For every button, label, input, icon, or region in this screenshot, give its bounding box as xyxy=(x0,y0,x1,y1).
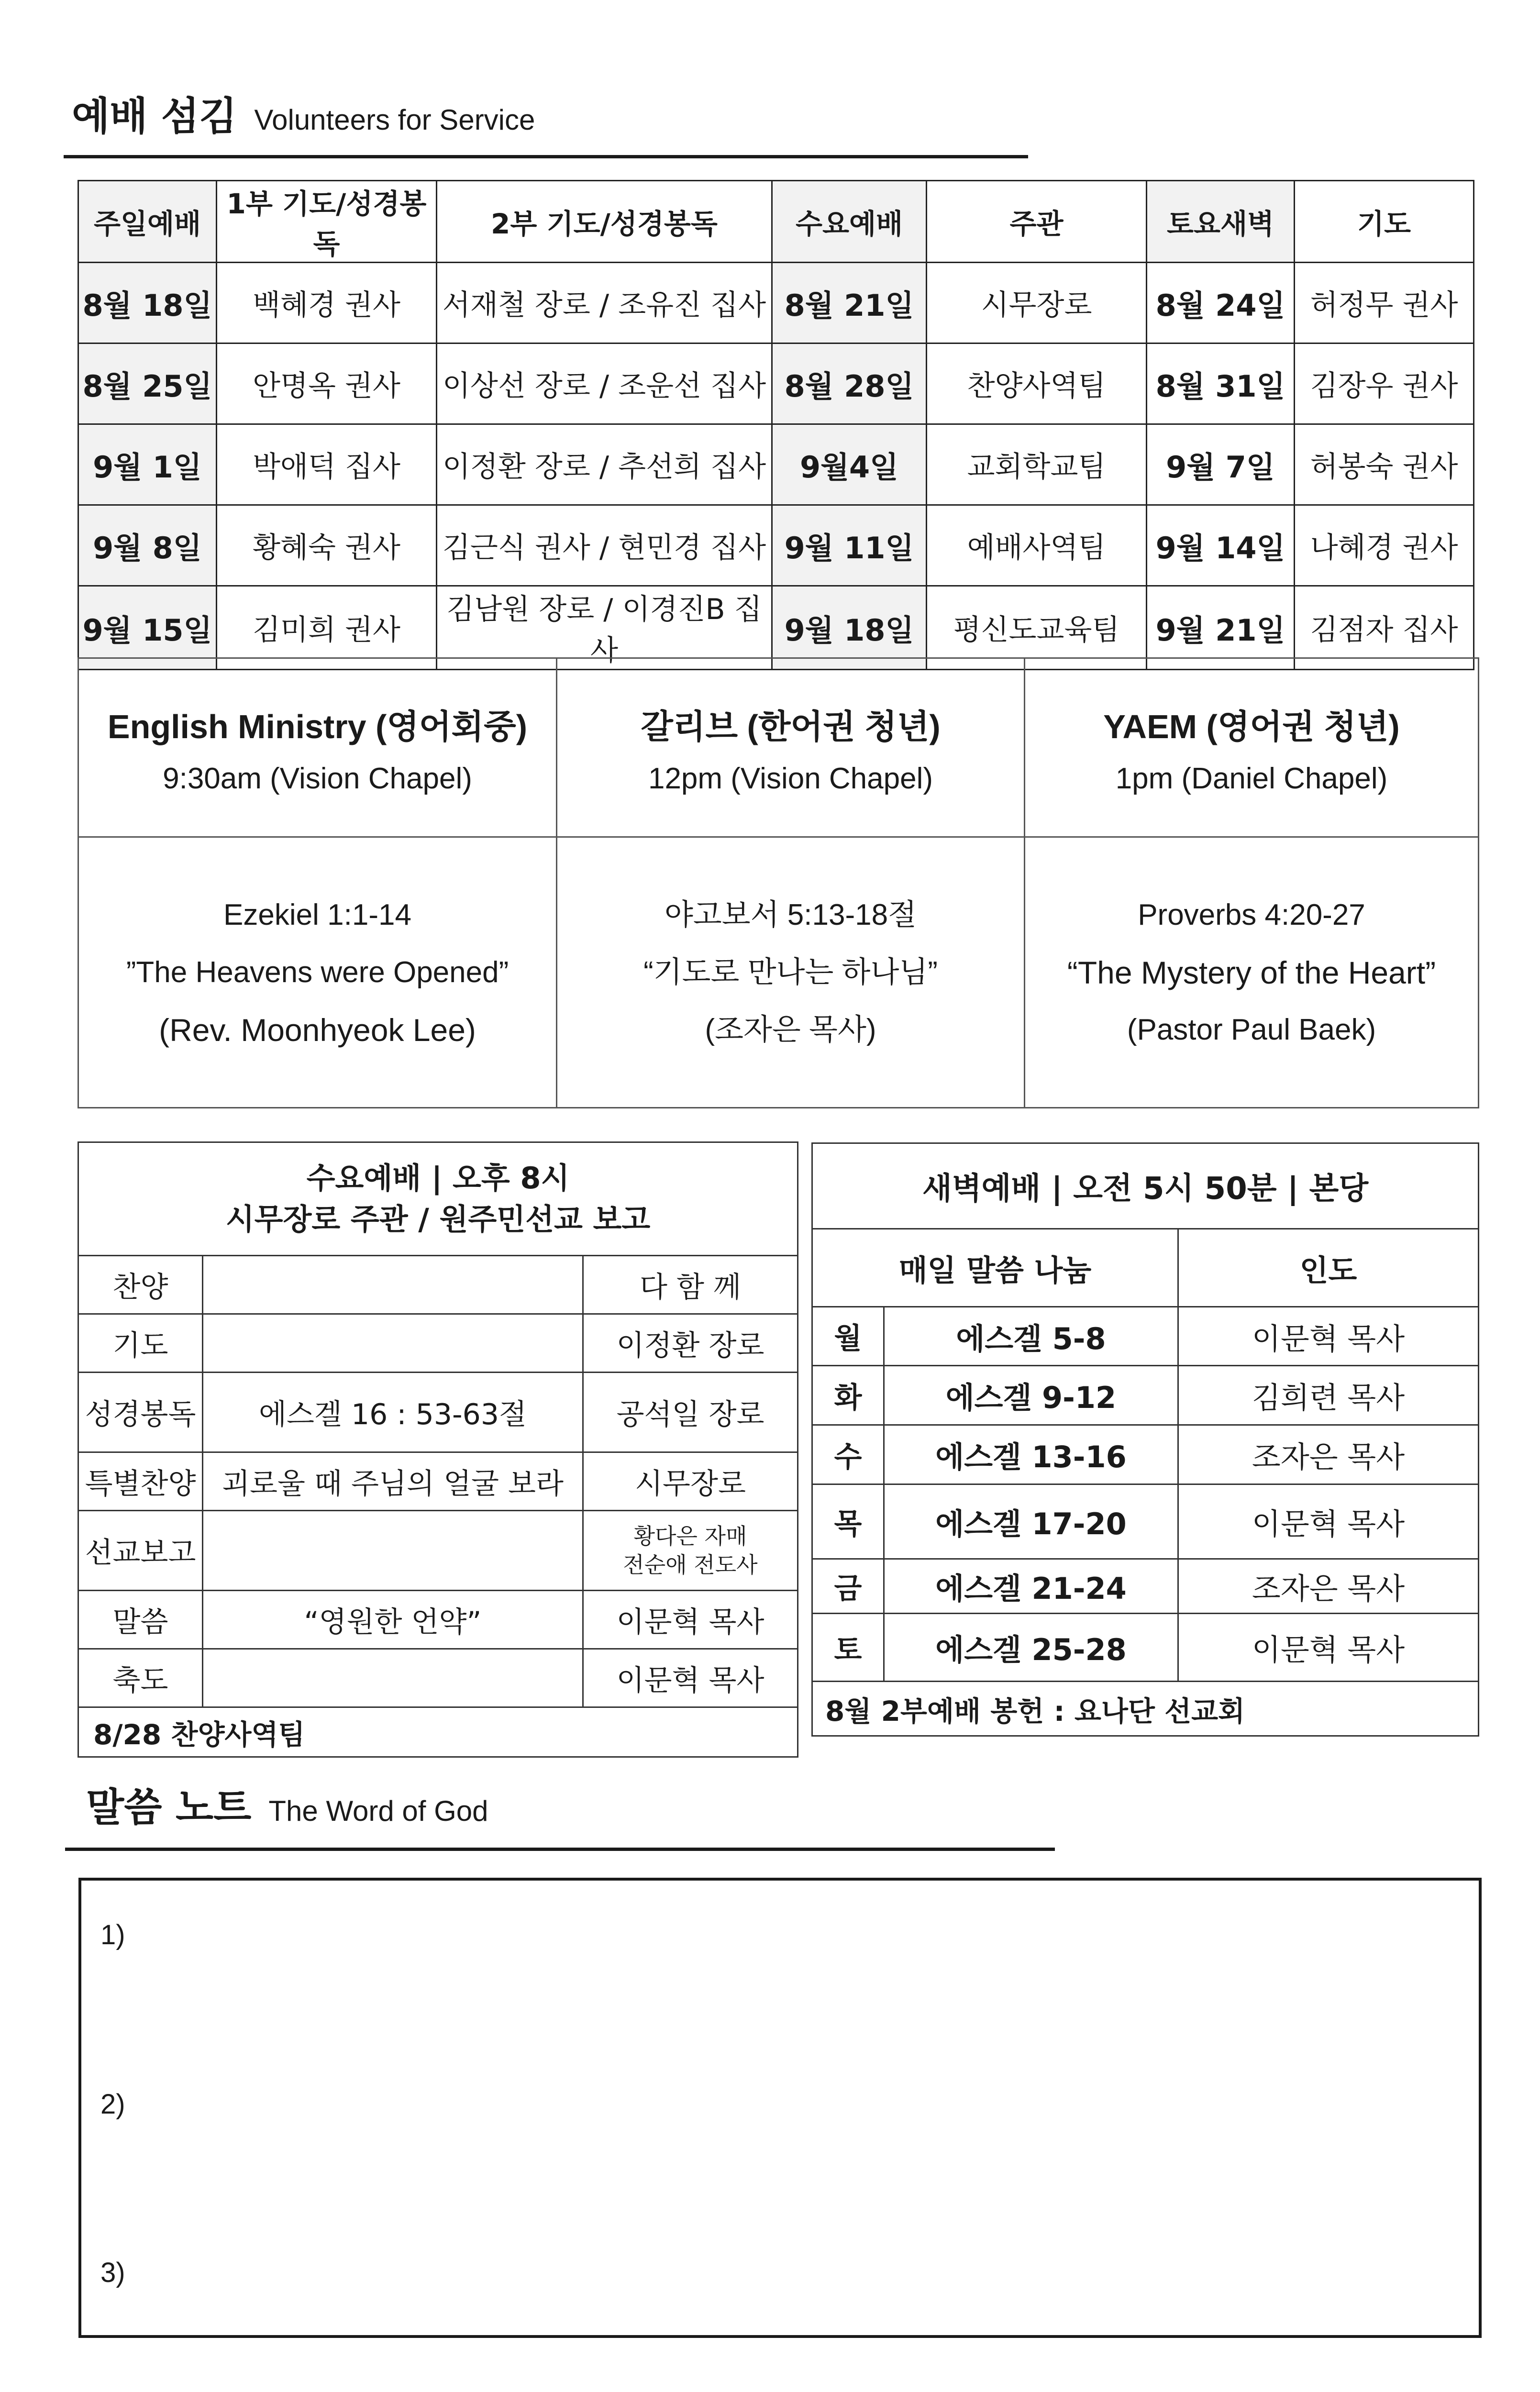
table-row xyxy=(78,1649,798,1707)
order-item: 기도 xyxy=(78,1314,203,1373)
ministry-sermon-row xyxy=(78,837,1479,1108)
order-item: 특별찬양 xyxy=(78,1452,203,1511)
sunday-date: 8월 18일 xyxy=(78,263,217,343)
ministry-header-row xyxy=(78,658,1479,837)
dawn-footer: 8월 2부예배 봉헌 : 요나단 선교회 xyxy=(812,1682,1479,1736)
saturday-date: 9월 14일 xyxy=(1147,505,1295,586)
dawn-reading: 에스겔 25-28 xyxy=(884,1614,1178,1682)
dawn-service-table xyxy=(811,1142,1479,1737)
dawn-day: 월 xyxy=(812,1307,884,1366)
note-item: 2) xyxy=(100,2089,125,2120)
order-item: 말씀 xyxy=(78,1591,203,1649)
order-item: 찬양 xyxy=(78,1256,203,1314)
table-row xyxy=(812,1307,1479,1366)
dawn-leader: 조자은 목사 xyxy=(1178,1425,1479,1484)
notes-title-underline xyxy=(65,1848,1055,1851)
order-leader: 이문혁 목사 xyxy=(583,1649,798,1707)
order-item: 성경봉독 xyxy=(78,1373,203,1452)
dawn-day: 금 xyxy=(812,1559,884,1614)
sermon-title: “기도로 만나는 하나님” xyxy=(643,955,938,989)
volunteers-table xyxy=(78,180,1474,670)
ministry-time: 1pm (Daniel Chapel) xyxy=(1115,762,1388,795)
order-leader xyxy=(583,1511,798,1591)
dawn-leader: 이문혁 목사 xyxy=(1178,1614,1479,1682)
sermon-title: ”The Heavens were Opened” xyxy=(126,955,509,989)
dawn-day: 목 xyxy=(812,1484,884,1559)
ministry-time: 9:30am (Vision Chapel) xyxy=(163,762,472,795)
wednesday-service-table xyxy=(78,1141,798,1758)
wednesday-date: 9월 18일 xyxy=(772,586,927,670)
table-row xyxy=(78,1591,798,1649)
notes-title-ko: 말씀 노트 xyxy=(86,1785,252,1830)
second-service-volunteers: 이정환 장로 / 추선희 집사 xyxy=(437,424,772,505)
table-row xyxy=(78,1314,798,1373)
header-wednesday: 수요예배 xyxy=(772,181,927,263)
sermon-title: “The Mystery of the Heart” xyxy=(1067,954,1436,990)
wednesday-date: 8월 21일 xyxy=(772,263,927,343)
table-row xyxy=(78,343,1474,424)
order-content xyxy=(203,1314,583,1373)
host-team: 찬양사역팀 xyxy=(927,343,1147,424)
table-row xyxy=(812,1559,1479,1614)
table-row xyxy=(78,1452,798,1511)
second-service-volunteers: 김근식 권사 / 현민경 집사 xyxy=(437,505,772,586)
order-content xyxy=(203,1256,583,1314)
order-leader: 이정환 장로 xyxy=(583,1314,798,1373)
header-prayer: 기도 xyxy=(1295,181,1474,263)
sunday-date: 8월 25일 xyxy=(78,343,217,424)
dawn-leader: 김희련 목사 xyxy=(1178,1366,1479,1425)
second-service-volunteers: 김남원 장로 / 이경진B 집사 xyxy=(437,586,772,670)
volunteers-title-ko: 예배 섬김 xyxy=(72,94,237,139)
table-row xyxy=(812,1425,1479,1484)
wednesday-heading-line1: 수요예배 | 오후 8시 xyxy=(306,1161,570,1196)
dawn-leader: 이문혁 목사 xyxy=(1178,1484,1479,1559)
host-team: 평신도교육팀 xyxy=(927,586,1147,670)
wednesday-footer-row xyxy=(78,1707,798,1757)
header-saturday-dawn: 토요새벽 xyxy=(1147,181,1295,263)
sermon-preacher: (조자은 목사) xyxy=(705,1013,876,1046)
saturday-date: 9월 21일 xyxy=(1147,586,1295,670)
order-content xyxy=(203,1649,583,1707)
second-service-volunteers: 이상선 장로 / 조운선 집사 xyxy=(437,343,772,424)
sunday-date: 9월 15일 xyxy=(78,586,217,670)
volunteers-title-en: Volunteers for Service xyxy=(254,104,535,136)
table-row xyxy=(78,263,1474,343)
prayer-volunteer: 김점자 집사 xyxy=(1295,586,1474,670)
prayer-volunteer: 허정무 권사 xyxy=(1295,263,1474,343)
notes-title-en: The Word of God xyxy=(268,1795,488,1827)
dawn-reading: 에스겔 21-24 xyxy=(884,1559,1178,1614)
header-host: 주관 xyxy=(927,181,1147,263)
notes-title xyxy=(86,1776,488,1832)
ministry-yaem-sermon xyxy=(1025,837,1479,1108)
dawn-day: 토 xyxy=(812,1614,884,1682)
order-leader: 다 함 께 xyxy=(583,1256,798,1314)
sermon-preacher: (Rev. Moonhyeok Lee) xyxy=(159,1012,476,1048)
table-row xyxy=(78,1256,798,1314)
note-item: 1) xyxy=(100,1919,125,1950)
dawn-heading-row xyxy=(812,1143,1479,1229)
sunday-date: 9월 1일 xyxy=(78,424,217,505)
dawn-footer-row xyxy=(812,1682,1479,1736)
ministry-galilee-sermon xyxy=(557,837,1025,1108)
volunteers-title-underline xyxy=(64,155,1028,158)
table-row xyxy=(78,1373,798,1452)
dawn-reading: 에스겔 17-20 xyxy=(884,1484,1178,1559)
ministry-title: YAEM (영어권 청년) xyxy=(1103,708,1400,745)
order-leader: 공석일 장로 xyxy=(583,1373,798,1452)
dawn-heading: 새벽예배 | 오전 5시 50분 | 본당 xyxy=(812,1143,1479,1229)
wednesday-heading xyxy=(78,1142,798,1256)
prayer-volunteer: 나혜경 권사 xyxy=(1295,505,1474,586)
saturday-date: 9월 7일 xyxy=(1147,424,1295,505)
wednesday-heading-line2: 시무장로 주관 / 원주민선교 보고 xyxy=(225,1202,651,1237)
saturday-date: 8월 31일 xyxy=(1147,343,1295,424)
first-service-volunteer: 백혜경 권사 xyxy=(217,263,437,343)
ministry-time: 12pm (Vision Chapel) xyxy=(648,762,933,795)
prayer-volunteer: 김장우 권사 xyxy=(1295,343,1474,424)
table-row xyxy=(78,1511,798,1591)
table-row xyxy=(812,1366,1479,1425)
header-first-service: 1부 기도/성경봉독 xyxy=(217,181,437,263)
header-sunday: 주일예배 xyxy=(78,181,217,263)
volunteers-header-row xyxy=(78,181,1474,263)
wednesday-date: 9월4일 xyxy=(772,424,927,505)
dawn-subheader-row xyxy=(812,1229,1479,1307)
order-leader: 시무장로 xyxy=(583,1452,798,1511)
prayer-volunteer: 허봉숙 권사 xyxy=(1295,424,1474,505)
order-item: 축도 xyxy=(78,1649,203,1707)
order-content: 괴로울 때 주님의 얼굴 보라 xyxy=(203,1452,583,1511)
dawn-day: 수 xyxy=(812,1425,884,1484)
sermon-scripture: 야고보서 5:13-18절 xyxy=(665,898,917,931)
table-row xyxy=(78,424,1474,505)
note-item: 3) xyxy=(100,2257,125,2288)
dawn-reading: 에스겔 13-16 xyxy=(884,1425,1178,1484)
ministry-galilee xyxy=(557,658,1025,837)
dawn-reading: 에스겔 5-8 xyxy=(884,1307,1178,1366)
wednesday-date: 9월 11일 xyxy=(772,505,927,586)
table-row xyxy=(812,1484,1479,1559)
order-content xyxy=(203,1511,583,1591)
table-row xyxy=(78,505,1474,586)
ministry-title: English Ministry (영어회중) xyxy=(107,708,528,745)
second-service-volunteers: 서재철 장로 / 조유진 집사 xyxy=(437,263,772,343)
ministry-title: 갈리브 (한어권 청년) xyxy=(641,708,941,745)
dawn-reading: 에스겔 9-12 xyxy=(884,1366,1178,1425)
first-service-volunteer: 박애덕 집사 xyxy=(217,424,437,505)
ministries-table xyxy=(78,657,1479,1108)
host-team: 시무장로 xyxy=(927,263,1147,343)
sermon-preacher: (Pastor Paul Baek) xyxy=(1127,1013,1376,1046)
volunteers-title xyxy=(72,85,535,141)
dawn-leader: 이문혁 목사 xyxy=(1178,1307,1479,1366)
ministry-english-sermon xyxy=(78,837,557,1108)
order-leader-line1: 황다은 자매 xyxy=(633,1523,747,1549)
wednesday-footer: 8/28 찬양사역팀 xyxy=(78,1707,798,1757)
ministry-english xyxy=(78,658,557,837)
saturday-date: 8월 24일 xyxy=(1147,263,1295,343)
wednesday-heading-row xyxy=(78,1142,798,1256)
ministry-yaem xyxy=(1025,658,1479,837)
host-team: 예배사역팀 xyxy=(927,505,1147,586)
dawn-reading-header: 매일 말씀 나눔 xyxy=(812,1229,1178,1307)
order-content: “영원한 언약” xyxy=(203,1591,583,1649)
header-second-service: 2부 기도/성경봉독 xyxy=(437,181,772,263)
table-row xyxy=(812,1614,1479,1682)
first-service-volunteer: 안명옥 권사 xyxy=(217,343,437,424)
order-content: 에스겔 16 : 53-63절 xyxy=(203,1373,583,1452)
dawn-leader: 조자은 목사 xyxy=(1178,1559,1479,1614)
sermon-scripture: Ezekiel 1:1-14 xyxy=(223,898,411,931)
first-service-volunteer: 김미희 권사 xyxy=(217,586,437,670)
dawn-day: 화 xyxy=(812,1366,884,1425)
sermon-scripture: Proverbs 4:20-27 xyxy=(1138,898,1365,931)
notes-box[interactable] xyxy=(78,1878,1482,2338)
wednesday-date: 8월 28일 xyxy=(772,343,927,424)
order-leader-line2: 전순애 전도사 xyxy=(623,1552,758,1578)
sunday-date: 9월 8일 xyxy=(78,505,217,586)
dawn-leader-header: 인도 xyxy=(1178,1229,1479,1307)
order-leader: 이문혁 목사 xyxy=(583,1591,798,1649)
host-team: 교회학교팀 xyxy=(927,424,1147,505)
order-item: 선교보고 xyxy=(78,1511,203,1591)
first-service-volunteer: 황혜숙 권사 xyxy=(217,505,437,586)
